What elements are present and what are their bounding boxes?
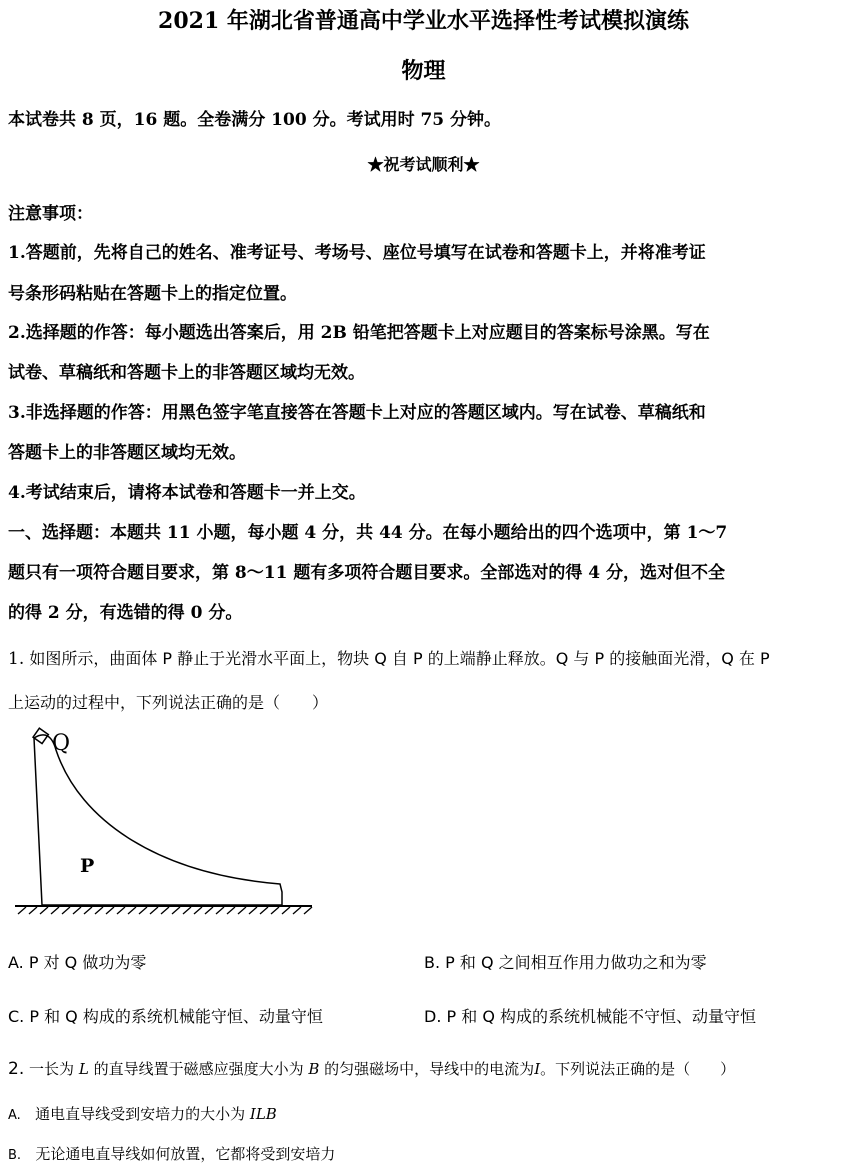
notice-item-3-line-2: 答题卡上的非答题区域均无效。 <box>8 443 246 463</box>
q1-stem-text: 如图所示，曲面体 P 静止于光滑水平面上，物块 Q 自 P 的上端静止释放。Q 与 P 的接触面光滑，Q 在 P <box>29 649 770 668</box>
section1-line-2: 题只有一项符合题目要求，第 8～11 题有多项符合题目要求。全部选对的得 4 分，选对但不全 <box>8 563 725 583</box>
notice-item-3-line-1: 3.非选择题的作答：用黑色签字笔直接答在答题卡上对应的答题区域内。写在试卷、草稿纸和 <box>8 403 706 423</box>
q1-option-d: D. P 和 Q 构成的系统机械能不守恒、动量守恒 <box>424 1007 756 1026</box>
q1-stem-line-2: 上运动的过程中，下列说法正确的是（ ） <box>8 693 329 712</box>
q2-stem-part-a: 一长为 <box>29 1060 75 1078</box>
q2-var-i: I <box>534 1060 541 1078</box>
q2-var-l: L <box>78 1060 89 1078</box>
ground-hatching <box>18 907 312 914</box>
q2-option-b-text: 无论通电直导线如何放置，它都将受到安培力 <box>35 1145 336 1163</box>
q2-option-a-prefix: A. <box>8 1108 21 1123</box>
label-p: P <box>80 855 95 877</box>
q1-option-c: C. P 和 Q 构成的系统机械能守恒、动量守恒 <box>8 1007 323 1026</box>
curved-body-p <box>34 735 282 905</box>
q2-option-b-prefix: B. <box>8 1148 22 1163</box>
notice-item-2-line-2: 试卷、草稿纸和答题卡上的非答题区域均无效。 <box>8 363 365 383</box>
q2-option-a <box>8 1103 277 1124</box>
section1-line-1: 一、选择题：本题共 11 小题，每小题 4 分，共 44 分。在每小题给出的四个选项中，第 1～7 <box>8 523 728 543</box>
q1-option-b: B. P 和 Q 之间相互作用力做功之和为零 <box>424 953 707 972</box>
notice-item-4: 4.考试结束后，请将本试卷和答题卡一并上交。 <box>8 483 366 503</box>
subject-title: 物理 <box>401 58 446 84</box>
q2-option-a-text: 通电直导线受到安培力的大小为 <box>35 1105 246 1123</box>
q1-option-a: A. P 对 Q 做功为零 <box>8 953 147 972</box>
q1-figure <box>10 722 320 920</box>
notice-item-2-line-1: 2.选择题的作答：每小题选出答案后，用 2B 铅笔把答题卡上对应题目的答案标号涂黑。写在 <box>8 323 710 343</box>
q2-option-b <box>8 1143 335 1164</box>
notice-item-1-line-2: 号条形码粘贴在答题卡上的指定位置。 <box>8 284 297 304</box>
section1-line-3: 的得 2 分，有选错的得 0 分。 <box>8 603 243 623</box>
q2-var-b: B <box>308 1060 320 1078</box>
q2-stem-part-d: 。下列说法正确的是（ ） <box>540 1060 736 1078</box>
q1-number: 1. <box>8 649 25 669</box>
q2-number: 2. <box>8 1059 25 1079</box>
good-luck: ★祝考试顺利★ <box>367 155 480 174</box>
q1-stem-line-1 <box>8 646 770 669</box>
q2-stem-part-b: 的直导线置于磁感应强度大小为 <box>93 1060 304 1078</box>
q2-stem-part-c: 的匀强磁场中，导线中的电流为 <box>324 1060 535 1078</box>
q2-option-a-formula: ILB <box>249 1105 277 1123</box>
exam-title: 2021 年湖北省普通高中学业水平选择性考试模拟演练 <box>158 8 689 34</box>
q2-stem <box>8 1058 735 1079</box>
notice-item-1-line-1: 1.答题前，先将自己的姓名、准考证号、考场号、座位号填写在试卷和答题卡上，并将准考证 <box>8 243 706 263</box>
exam-info: 本试卷共 8 页，16 题。全卷满分 100 分。考试用时 75 分钟。 <box>8 110 502 130</box>
notice-heading: 注意事项： <box>8 204 93 224</box>
label-q: Q <box>52 731 71 756</box>
